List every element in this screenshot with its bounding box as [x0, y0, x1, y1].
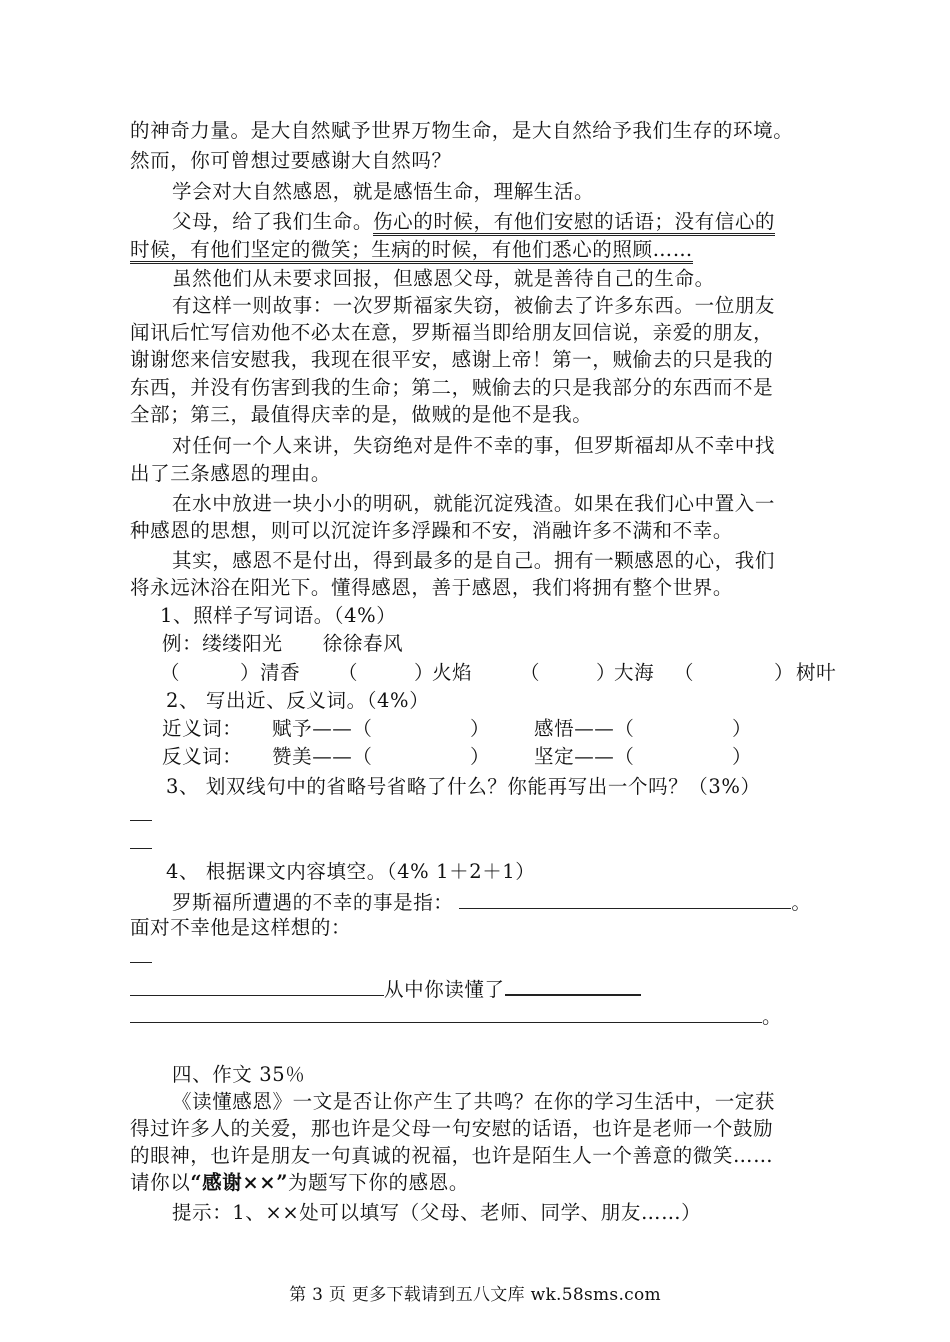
paren-open: （: [338, 661, 359, 684]
question-4-line: [130, 1000, 850, 1030]
word-suffix: 清香: [260, 661, 301, 684]
question-4-line: [130, 972, 850, 1002]
passage-line: 闻讯后忙写信劝他不必太在意，罗斯福当即给朋友回信说，亲爱的朋友，: [130, 321, 774, 344]
answer-line: [130, 820, 152, 821]
fill-blank: [505, 972, 641, 996]
paren-close: ）: [240, 661, 261, 684]
passage-line: 将永远沐浴在阳光下。懂得感恩，善于感恩，我们将拥有整个世界。: [130, 576, 734, 599]
passage-line: 虽然他们从未要求回报，但感恩父母，就是善待自己的生命。: [172, 267, 715, 290]
paren-close: ）: [414, 661, 435, 684]
paren-open: （: [520, 661, 541, 684]
paren-open: （: [674, 661, 695, 684]
passage-line: 东西，并没有伤害到我的生命；第二，贼偷去的只是我部分的东西而不是: [130, 376, 774, 399]
question-1-example: 例：缕缕阳光 徐徐春风: [162, 632, 404, 655]
answer-line: [130, 848, 152, 849]
synonym-word: 赋予——（: [272, 717, 373, 740]
passage-line: 种感恩的思想，则可以沉淀许多浮躁和不安，消融许多不满和不幸。: [130, 519, 734, 542]
question-4-line: 面对不幸他是这样想的：: [130, 916, 352, 939]
question-4-title: 4、 根据课文内容填空。（4% 1＋2＋1）: [166, 860, 536, 883]
essay-hint: 提示：1、××处可以填写（父母、老师、同学、朋友……）: [172, 1201, 702, 1224]
page-footer: 第 3 页 更多下载请到五八文库 wk.58sms.com: [289, 1285, 661, 1305]
passage-line: 出了三条感恩的理由。: [130, 462, 332, 485]
question-4-prompt: 从中你读懂了: [384, 978, 505, 1001]
fill-blank: [130, 1000, 762, 1023]
answer-line: [130, 962, 152, 963]
word-suffix: 大海: [614, 661, 655, 684]
question-3-title: 3、 划双线句中的省略号省略了什么？你能再写出一个吗？（3%）: [166, 775, 761, 798]
double-underlined-sentence: 伤心的时候，有他们安慰的话语；没有信心的: [373, 210, 775, 236]
fill-blank: [130, 973, 384, 996]
passage-line: 有这样一则故事：一次罗斯福家失窃，被偷去了许多东西。一位朋友: [172, 294, 776, 317]
passage-line: 学会对大自然感恩，就是感悟生命，理解生活。: [172, 180, 595, 203]
passage-line: 谢谢您来信安慰我，我现在很平安，感谢上帝！第一，贼偷去的只是我的: [130, 348, 774, 371]
paren-close: ）: [470, 717, 491, 740]
paren-close: ）: [774, 661, 795, 684]
paren-close: ）: [732, 745, 753, 768]
passage-line: 对任何一个人来讲，失窃绝对是件不幸的事，但罗斯福却从不幸中找: [172, 434, 776, 457]
question-4-prompt: 罗斯福所遭遇的不幸的事是指：: [172, 891, 454, 914]
paren-open: （: [160, 661, 181, 684]
antonym-word: 坚定——（: [534, 745, 635, 768]
synonym-label: 近义词：: [162, 717, 243, 740]
passage-line: 在水中放进一块小小的明矾，就能沉淀残渣。如果在我们心中置入一: [172, 492, 776, 515]
passage-line: 的神奇力量。是大自然赋予世界万物生命，是大自然给予我们生存的环境。: [130, 119, 794, 142]
passage-line: [130, 235, 850, 265]
essay-text: 请你以: [130, 1171, 191, 1194]
question-2-title: 2、 写出近、反义词。（4%）: [166, 689, 430, 712]
antonym-row: [0, 742, 950, 772]
double-underlined-sentence: 时候，有他们坚定的微笑；生病的时候，有他们悉心的照顾……: [130, 238, 693, 264]
passage-line: 然而，你可曾想过要感谢大自然吗？: [130, 149, 452, 172]
question-1-blanks: [0, 658, 950, 688]
passage-text: 父母，给了我们生命。: [172, 210, 374, 233]
essay-topic: “感谢××”: [190, 1171, 289, 1194]
essay-title: 四、作文 35％: [172, 1063, 306, 1086]
passage-line: 全部；第三，最值得庆幸的是，做贼的是他不是我。: [130, 403, 593, 426]
essay-line: 得过许多人的关爱，那也许是父母一句安慰的话语，也许是老师一个鼓励: [130, 1117, 774, 1140]
essay-line: 《读懂感恩》一文是否让你产生了共鸣？在你的学习生活中，一定获: [172, 1090, 776, 1113]
paren-close: ）: [596, 661, 617, 684]
word-suffix: 火焰: [432, 661, 473, 684]
synonym-word: 感悟——（: [534, 717, 635, 740]
passage-line: 其实，感恩不是付出，得到最多的是自己。拥有一颗感恩的心，我们: [172, 549, 776, 572]
period: 。: [762, 1005, 783, 1028]
question-1-title: 1、照样子写词语。（4%）: [160, 604, 397, 627]
antonym-word: 赞美——（: [272, 745, 373, 768]
paren-close: ）: [470, 745, 491, 768]
fill-blank: [459, 886, 791, 909]
essay-line: [130, 1168, 850, 1198]
passage-line: [172, 207, 892, 237]
antonym-label: 反义词：: [162, 745, 243, 768]
synonym-row: [0, 714, 950, 744]
paren-close: ）: [732, 717, 753, 740]
period: 。: [791, 891, 812, 914]
essay-text: 为题写下你的感恩。: [288, 1171, 469, 1194]
word-suffix: 树叶: [796, 661, 837, 684]
essay-line: 的眼神，也许是朋友一句真诚的祝福，也许是陌生人一个善意的微笑……: [130, 1144, 774, 1167]
question-4-line: [172, 886, 872, 916]
